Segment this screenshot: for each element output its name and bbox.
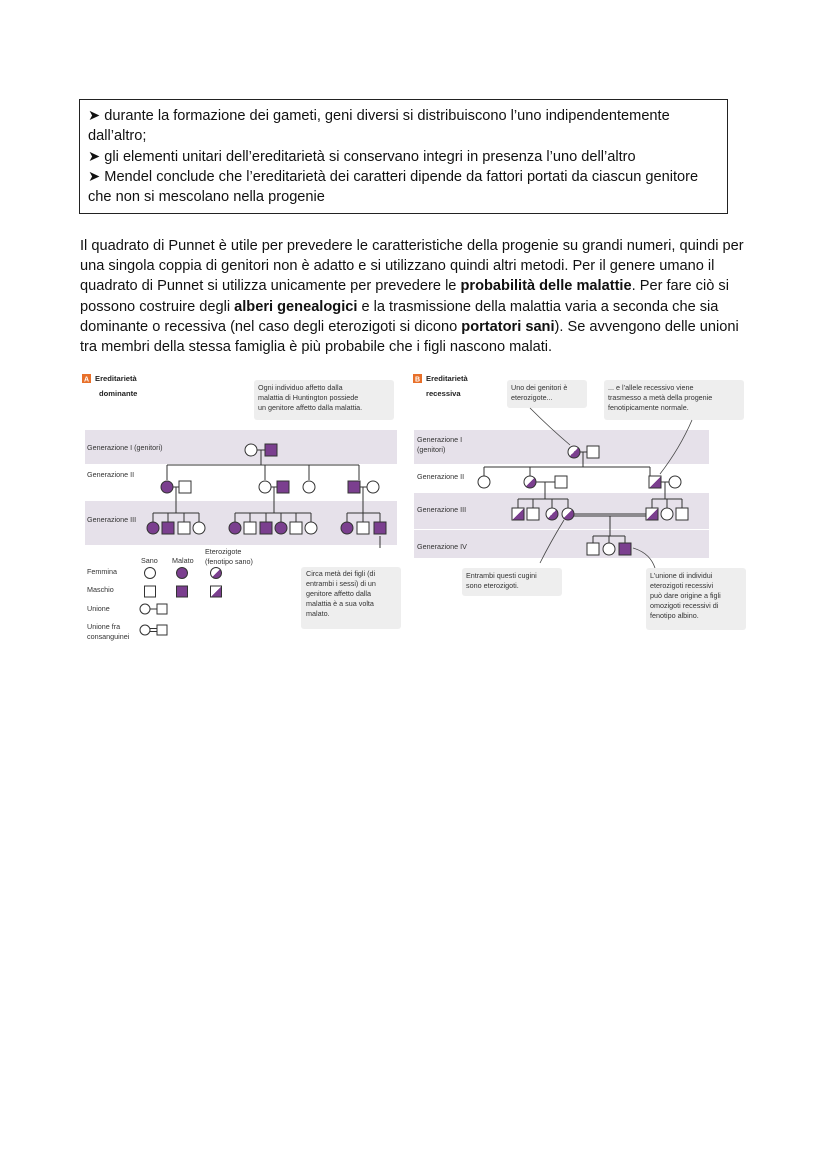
a-g3-child xyxy=(147,522,159,534)
a-g3-child xyxy=(193,522,205,534)
panel-a-title-2: dominante xyxy=(99,389,138,398)
gen-a-3-label: Generazione III xyxy=(87,515,137,524)
callout-a-bottom-5: malato. xyxy=(306,609,330,618)
para-bold-alberi: alberi genealogici xyxy=(234,298,358,315)
legend-col-etero-1: Eterozigote xyxy=(205,547,242,556)
legend-col-etero-2: (fenotipo sano) xyxy=(205,557,253,566)
a-g3-child xyxy=(229,522,241,534)
gen-b-1-label-2: (genitori) xyxy=(417,445,446,454)
b-g4-child xyxy=(603,543,615,555)
callout-b-union-1: L’unione di individui xyxy=(650,571,713,580)
callout-b-right-3: fenotipicamente normale. xyxy=(608,403,689,412)
a-g3-child xyxy=(178,522,190,534)
gen-b-1-label-1: Generazione I xyxy=(417,435,463,444)
panel-b-title-1: Ereditarietà xyxy=(426,374,468,383)
a-g2-female-healthy-single xyxy=(303,481,315,493)
b-g3-child xyxy=(676,508,688,520)
gen-b-3-label: Generazione III xyxy=(417,505,467,514)
legend-consang-1: Unione fra xyxy=(87,622,121,631)
panel-b-title-2: recessiva xyxy=(426,389,461,398)
a-g3-child xyxy=(244,522,256,534)
para-bold-portatori: portatori sani xyxy=(461,318,555,335)
a-g3-child xyxy=(374,522,386,534)
a-g2-male-affected xyxy=(277,481,289,493)
legend-male-affected-icon xyxy=(177,586,188,597)
callout-b-right-1: ... e l’allele recessivo viene xyxy=(608,383,694,392)
callout-a-top-1: Ogni individuo affetto dalla xyxy=(258,383,343,392)
a-g3-child xyxy=(162,522,174,534)
legend-consang-female-icon xyxy=(140,625,150,635)
a-g1-female-healthy xyxy=(245,444,257,456)
para-text-4: ). Se avvengono delle unioni tra membri della stessa famiglia è più probabile che i figli nascono malati. xyxy=(80,318,739,356)
panel-a xyxy=(82,374,401,641)
summary-line-3: ➤ Mendel conclude che l’ereditarietà dei caratteri dipende da fattori portati da ciascun genitore che non si mescolano nella progenie xyxy=(88,168,699,206)
b-g1-male-healthy xyxy=(587,446,599,458)
legend-consang-male-icon xyxy=(157,625,167,635)
callout-b-union-2: eterozigoti recessivi xyxy=(650,581,714,590)
a-g3-child xyxy=(290,522,302,534)
gen-a-2-label: Generazione II xyxy=(87,470,135,479)
legend-consang-2: consanguinei xyxy=(87,632,130,641)
callout-a-bottom-3: genitore affetto dalla xyxy=(306,589,372,598)
para-text-3: e la trasmissione della malattia varia a seconda che sia dominante o recessiva (nel caso degli eterozigoti si dicono xyxy=(80,298,719,335)
legend xyxy=(87,547,253,641)
panel-b xyxy=(413,374,746,630)
legend-female-healthy-icon xyxy=(145,568,156,579)
b-g3-child xyxy=(527,508,539,520)
b-g3-child xyxy=(661,508,673,520)
a-g2-female-healthy xyxy=(259,481,271,493)
para-text-1: Il quadrato di Punnet è utile per prevedere le caratteristiche della progenie su grandi numeri, quindi per una singola coppia di genitori non è adatto e si utilizzano quindi altri metodi. Per il genere umano il quadrato di Punnet si utilizza unicamente per prevedere le xyxy=(80,238,744,295)
gen-b-2-label: Generazione II xyxy=(417,472,465,481)
b-g2-female-healthy-2 xyxy=(669,476,681,488)
a-g1-male-affected xyxy=(265,444,277,456)
b-g4-child-affected xyxy=(619,543,631,555)
legend-male-carrier-icon xyxy=(211,586,222,597)
a-g3-child xyxy=(275,522,287,534)
pedigree-figure xyxy=(80,368,748,653)
legend-col-sano: Sano xyxy=(141,556,158,565)
callout-a-top-3: un genitore affetto dalla malattia. xyxy=(258,403,363,412)
gen-b-4-label: Generazione IV xyxy=(417,542,467,551)
callout-b-union-4: omozigoti recessivi di xyxy=(650,601,719,610)
legend-female-carrier-icon xyxy=(211,568,222,579)
legend-union-male-icon xyxy=(157,604,167,614)
legend-female-affected-icon xyxy=(177,568,188,579)
para-text-2: . Per fare ciò si possono costruire degli xyxy=(80,278,729,315)
a-g2-male-healthy xyxy=(179,481,191,493)
callout-b-left-2: eterozigote... xyxy=(511,393,553,402)
body-paragraph xyxy=(80,236,752,357)
callout-a-bottom-1: Circa metà dei figli (di xyxy=(306,569,376,578)
callout-b-right-2: trasmesso a metà della progenie xyxy=(608,393,713,402)
panel-a-badge-letter: A xyxy=(83,376,90,384)
gen-a-1-label: Generazione I (genitori) xyxy=(87,443,163,452)
callout-a-top-2: malattia di Huntington possiede xyxy=(258,393,359,402)
b-g1-female-carrier xyxy=(568,446,580,458)
b-g3-child xyxy=(512,508,524,520)
legend-male-healthy-icon xyxy=(145,586,156,597)
b-g2-male-carrier xyxy=(649,476,661,488)
a-g2-female-healthy-2 xyxy=(367,481,379,493)
callout-b-cousins-1: Entrambi questi cugini xyxy=(466,571,537,580)
b-g4-child xyxy=(587,543,599,555)
b-g3-child-cousin xyxy=(562,508,574,520)
summary-line-2: ➤ gli elementi unitari dell’ereditarietà si conservano integri in presenza l’uno dell’altro xyxy=(88,148,636,165)
a-g3-child xyxy=(357,522,369,534)
callout-b-union-5: fenotipo albino. xyxy=(650,611,699,620)
panel-a-title-1: Ereditarietà xyxy=(95,374,137,383)
legend-union-female-icon xyxy=(140,604,150,614)
summary-line-1: ➤ durante la formazione dei gameti, geni diversi si distribuiscono l’uno indipendentemente dall’altro; xyxy=(88,108,670,145)
b-g2-female-carrier xyxy=(524,476,536,488)
a-g3-child xyxy=(341,522,353,534)
para-bold-probabilita: probabilità delle malattie xyxy=(460,278,632,295)
a-g2-male-affected-2 xyxy=(348,481,360,493)
callout-b-union-3: può dare origine a figli xyxy=(650,591,721,600)
legend-maschio: Maschio xyxy=(87,585,114,594)
b-g3-child xyxy=(546,508,558,520)
a-g2-female-affected xyxy=(161,481,173,493)
b-g2-male-healthy xyxy=(555,476,567,488)
b-g3-child-cousin xyxy=(646,508,658,520)
legend-unione: Unione xyxy=(87,604,110,613)
b-g2-female-healthy xyxy=(478,476,490,488)
panel-b-badge-letter: B xyxy=(414,376,421,384)
a-g3-child xyxy=(260,522,272,534)
callout-a-bottom-2: entrambi i sessi) di un xyxy=(306,579,376,588)
callout-a-bottom-4: malattia è a sua volta xyxy=(306,599,374,608)
legend-col-malato: Malato xyxy=(172,556,194,565)
callout-b-cousins-2: sono eterozigoti. xyxy=(466,581,519,590)
a-g3-child xyxy=(305,522,317,534)
summary-box xyxy=(79,99,728,214)
legend-femmina: Femmina xyxy=(87,567,117,576)
callout-b-left-1: Uno dei genitori è xyxy=(511,383,568,392)
